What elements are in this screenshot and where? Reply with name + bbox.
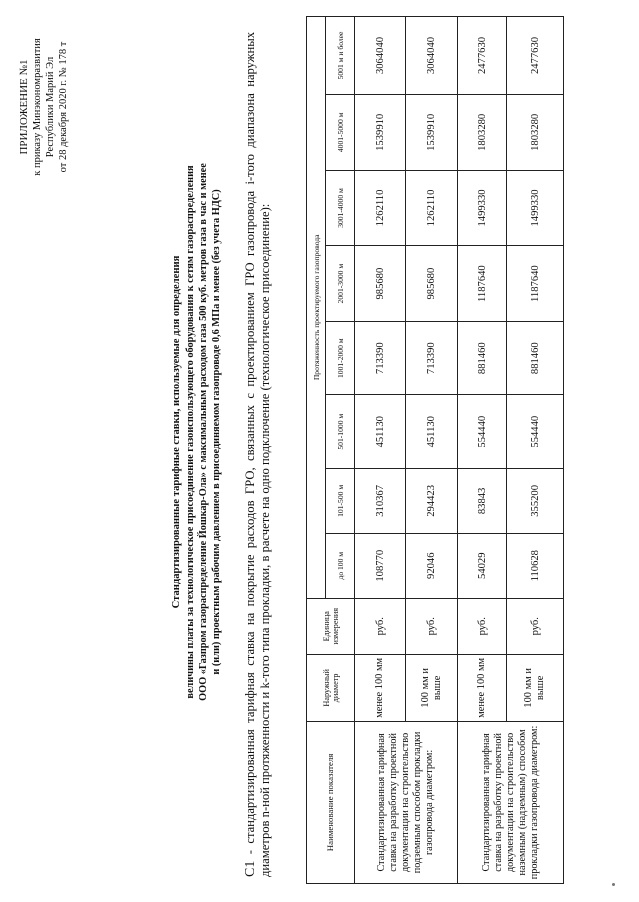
header-range: 4001-5000 м bbox=[326, 94, 355, 170]
title-line-1: Стандартизированные тарифные ставки, используемые для определения bbox=[171, 255, 182, 609]
value-cell: 110628 bbox=[507, 533, 564, 598]
header-indicator-name: Наименование показателя bbox=[307, 721, 355, 883]
document-title bbox=[170, 42, 223, 822]
value-cell: 451130 bbox=[355, 395, 406, 469]
header-length-group: Протяженность проектируемого газопровода bbox=[307, 17, 326, 599]
value-cell: 1499330 bbox=[458, 170, 507, 246]
appendix-order: к приказу Минэкономразвития bbox=[32, 38, 43, 176]
value-cell: 3064040 bbox=[406, 17, 458, 95]
diameter-cell: 100 мм и выше bbox=[507, 654, 564, 721]
appendix-date: от 28 декабря 2020 г. № 178 т bbox=[58, 41, 69, 173]
diameter-cell: менее 100 мм bbox=[458, 654, 507, 721]
header-range: 3001-4000 м bbox=[326, 170, 355, 246]
value-cell: 294423 bbox=[406, 468, 458, 533]
value-cell: 1262110 bbox=[406, 170, 458, 246]
header-range: 5001 м и более bbox=[326, 17, 355, 95]
header-unit: Единица измерения bbox=[307, 598, 355, 654]
scan-speck bbox=[612, 883, 615, 886]
header-outer-diameter: Наружный диаметр bbox=[307, 654, 355, 721]
header-range: до 100 м bbox=[326, 533, 355, 598]
value-cell: 1187640 bbox=[507, 246, 564, 322]
value-cell: 554440 bbox=[507, 395, 564, 469]
value-cell: 310367 bbox=[355, 468, 406, 533]
value-cell: 83843 bbox=[458, 468, 507, 533]
header-range: 501-1000 м bbox=[326, 395, 355, 469]
value-cell: 1803280 bbox=[507, 94, 564, 170]
unit-cell: руб. bbox=[458, 598, 507, 654]
title-line-4: и (или) проектным рабочим давлением в присоединяемом газопроводе 0,6 МПа и менее (без учета НДС) bbox=[211, 189, 222, 675]
value-cell: 1539910 bbox=[355, 94, 406, 170]
intro-paragraph bbox=[243, 32, 272, 877]
value-cell: 92046 bbox=[406, 533, 458, 598]
indicator-aboveground: Стандартизированная тарифная ставка на разработку проектной документации на строительство наземным (надземным) способом прокладки газопровода диаметром: bbox=[458, 721, 564, 883]
table-row bbox=[355, 17, 406, 884]
unit-cell: руб. bbox=[355, 598, 406, 654]
title-line-3: ООО «Газпром газораспределение Йошкар-Ола» с максимальным расходом газа 500 куб. метров газа в час и менее bbox=[198, 163, 209, 701]
unit-cell: руб. bbox=[406, 598, 458, 654]
value-cell: 1499330 bbox=[507, 170, 564, 246]
appendix-republic: Республики Марий Эл bbox=[45, 56, 56, 158]
diameter-cell: менее 100 мм bbox=[355, 654, 406, 721]
value-cell: 554440 bbox=[458, 395, 507, 469]
value-cell: 3064040 bbox=[355, 17, 406, 95]
value-cell: 1262110 bbox=[355, 170, 406, 246]
diameter-cell: 100 мм и выше bbox=[406, 654, 458, 721]
unit-cell: руб. bbox=[507, 598, 564, 654]
header-range: 2001-3000 м bbox=[326, 246, 355, 322]
tariff-table bbox=[306, 16, 564, 884]
value-cell: 108770 bbox=[355, 533, 406, 598]
table-row bbox=[458, 17, 507, 884]
header-range: 1001-2000 м bbox=[326, 321, 355, 395]
value-cell: 1187640 bbox=[458, 246, 507, 322]
appendix-number: ПРИЛОЖЕНИЕ №1 bbox=[18, 59, 30, 155]
value-cell: 985680 bbox=[355, 246, 406, 322]
value-cell: 713390 bbox=[406, 321, 458, 395]
value-cell: 355200 bbox=[507, 468, 564, 533]
value-cell: 2477630 bbox=[458, 17, 507, 95]
value-cell: 54029 bbox=[458, 533, 507, 598]
indicator-underground: Стандартизированная тарифная ставка на разработку проектной документации на строительство подземным способом прокладки газопровода диаметром: bbox=[355, 721, 458, 883]
value-cell: 1539910 bbox=[406, 94, 458, 170]
value-cell: 881460 bbox=[507, 321, 564, 395]
value-cell: 2477630 bbox=[507, 17, 564, 95]
value-cell: 1803280 bbox=[458, 94, 507, 170]
rate-symbol: C1 bbox=[243, 860, 258, 877]
value-cell: 881460 bbox=[458, 321, 507, 395]
appendix-reference bbox=[18, 12, 70, 202]
value-cell: 985680 bbox=[406, 246, 458, 322]
value-cell: 451130 bbox=[406, 395, 458, 469]
title-line-2: величины платы за технологическое присоединение газоиспользующего оборудования к сетям газораспределения bbox=[185, 165, 196, 699]
value-cell: 713390 bbox=[355, 321, 406, 395]
rate-description: - стандартизированная тарифная ставка на покрытие расходов ГРО, связанных с проектированием ГРО газопровода i-того диапазона наружных диаметров n-ной протяженности и k-того типа прокладки, в расчете на одно подключение (технологическое присоединение): bbox=[243, 32, 272, 877]
header-range: 101-500 м bbox=[326, 468, 355, 533]
